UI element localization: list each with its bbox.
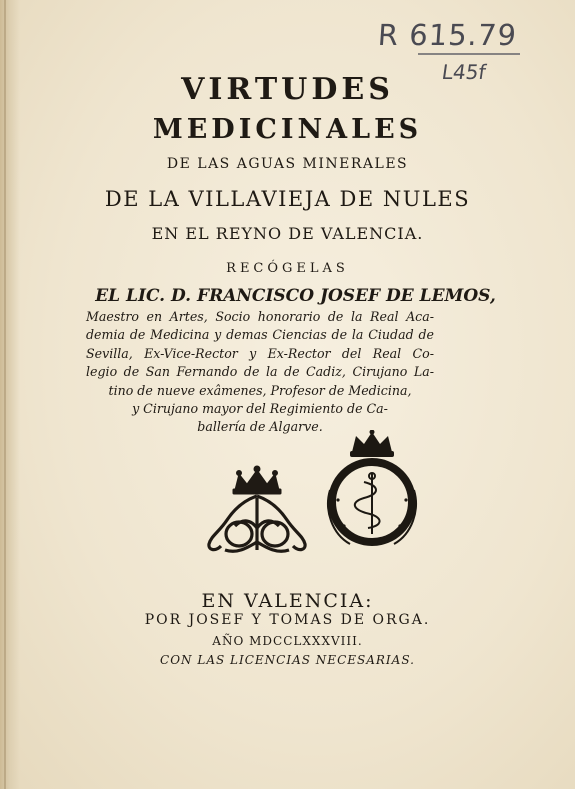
author-description-line: ballería de Algarve. <box>197 419 323 435</box>
author-description-line: y Cirujano mayor del Regimiento de Ca- <box>132 401 388 417</box>
imprint-year: AÑO MDCCLXXXVIII. <box>212 634 363 648</box>
title-line-4: DE LA VILLAVIEJA DE NULES <box>104 187 471 211</box>
shelfmark-line1: R 615.79 <box>376 18 519 52</box>
author-name: EL LIC. D. FRANCISCO JOSEF DE LEMOS, <box>95 286 496 306</box>
title-line-1: VIRTUDES <box>181 72 394 107</box>
author-description-line: Maestro en Artes, Socio honorario de la Real Aca- <box>86 309 434 324</box>
author-description-line: Sevilla, Ex-Vice-Rector y Ex-Rector del Real Co- <box>86 345 434 361</box>
author-description <box>86 308 434 437</box>
shelfmark-line2: L45f <box>440 60 488 84</box>
author-description-line: legio de San Fernando de la de Cadiz, Cirujano La- <box>86 364 434 380</box>
author-description-line: tino de nueve exâmenes, Profesor de Medicina, <box>108 382 412 398</box>
imprint-license: CON LAS LICENCIAS NECESARIAS. <box>160 653 415 667</box>
imprint-printer: POR JOSEF Y TOMAS DE ORGA. <box>144 612 431 628</box>
author-description-line: demia de Medicina y demas Ciencias de la Ciudad de <box>86 327 434 343</box>
title-line-5: EN EL REYNO DE VALENCIA. <box>151 224 424 243</box>
imprint-city: EN VALENCIA: <box>201 590 374 612</box>
library-crest-seal-icon <box>320 430 424 548</box>
collector-verb: RECÓGELAS <box>226 261 349 276</box>
title-line-2: MEDICINALES <box>152 114 423 145</box>
title-line-3: DE LAS AGUAS MINERALES <box>166 156 409 172</box>
shelfmark-underline <box>418 53 520 55</box>
crowned-monogram-icon <box>205 464 309 556</box>
